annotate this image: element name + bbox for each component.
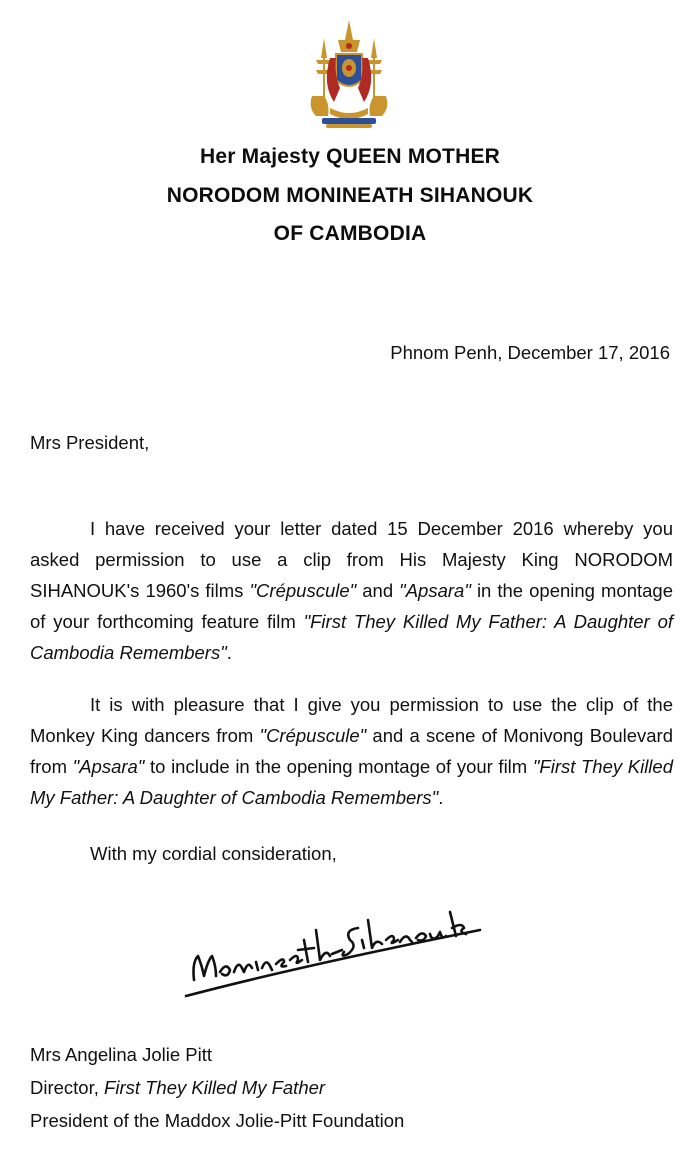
closing-line: With my cordial consideration, bbox=[90, 843, 337, 864]
paragraph-text: to include in the opening montage of your film bbox=[144, 756, 533, 777]
film-title: "Apsara" bbox=[399, 580, 471, 601]
film-title: "Apsara" bbox=[72, 756, 145, 777]
paragraph-text: . bbox=[438, 787, 444, 808]
film-title: "First They Killed My Father: A Daughter of Cambodia Remembers" bbox=[30, 756, 673, 808]
paragraph-text: It is with pleasure that I give you permission to use the clip of the Monkey King dancers from bbox=[30, 694, 673, 746]
paragraph-text: and a scene of Monivong Boulevard from bbox=[30, 725, 673, 777]
handwritten-signature bbox=[180, 900, 490, 1000]
addressee-organization: President of the Maddox Jolie-Pitt Foundation bbox=[30, 1110, 405, 1131]
film-title: "Crépuscule" bbox=[249, 580, 357, 601]
salutation: Mrs President, bbox=[30, 432, 150, 453]
film-title: First They Killed My Father bbox=[104, 1077, 326, 1098]
paragraph-text: and bbox=[356, 580, 400, 601]
addressee-block bbox=[30, 1038, 404, 1137]
date-line: Phnom Penh, December 17, 2016 bbox=[390, 342, 670, 363]
film-title: "Crépuscule" bbox=[259, 725, 367, 746]
sender-title: Her Majesty QUEEN MOTHER bbox=[199, 145, 501, 168]
paragraph-permission bbox=[30, 689, 673, 813]
sender-country: OF CAMBODIA bbox=[273, 222, 427, 245]
paragraph-text: in the opening montage of your forthcoming feature film bbox=[30, 580, 673, 632]
role-prefix: Director, bbox=[30, 1077, 105, 1098]
paragraph-text: I have received your letter dated 15 December 2016 whereby you asked permission to use a clip from His Majesty King NORODOM SIHANOUK's 1960's films bbox=[30, 518, 673, 601]
paragraph-text: . bbox=[226, 642, 232, 663]
addressee-role bbox=[30, 1071, 404, 1104]
film-title: "First They Killed My Father: A Daughter of Cambodia Remembers" bbox=[30, 611, 673, 663]
royal-coat-of-arms-icon bbox=[300, 18, 398, 130]
sender-name: NORODOM MONINEATH SIHANOUK bbox=[166, 184, 534, 207]
paragraph-request bbox=[30, 513, 673, 668]
addressee-name: Mrs Angelina Jolie Pitt bbox=[30, 1044, 213, 1065]
